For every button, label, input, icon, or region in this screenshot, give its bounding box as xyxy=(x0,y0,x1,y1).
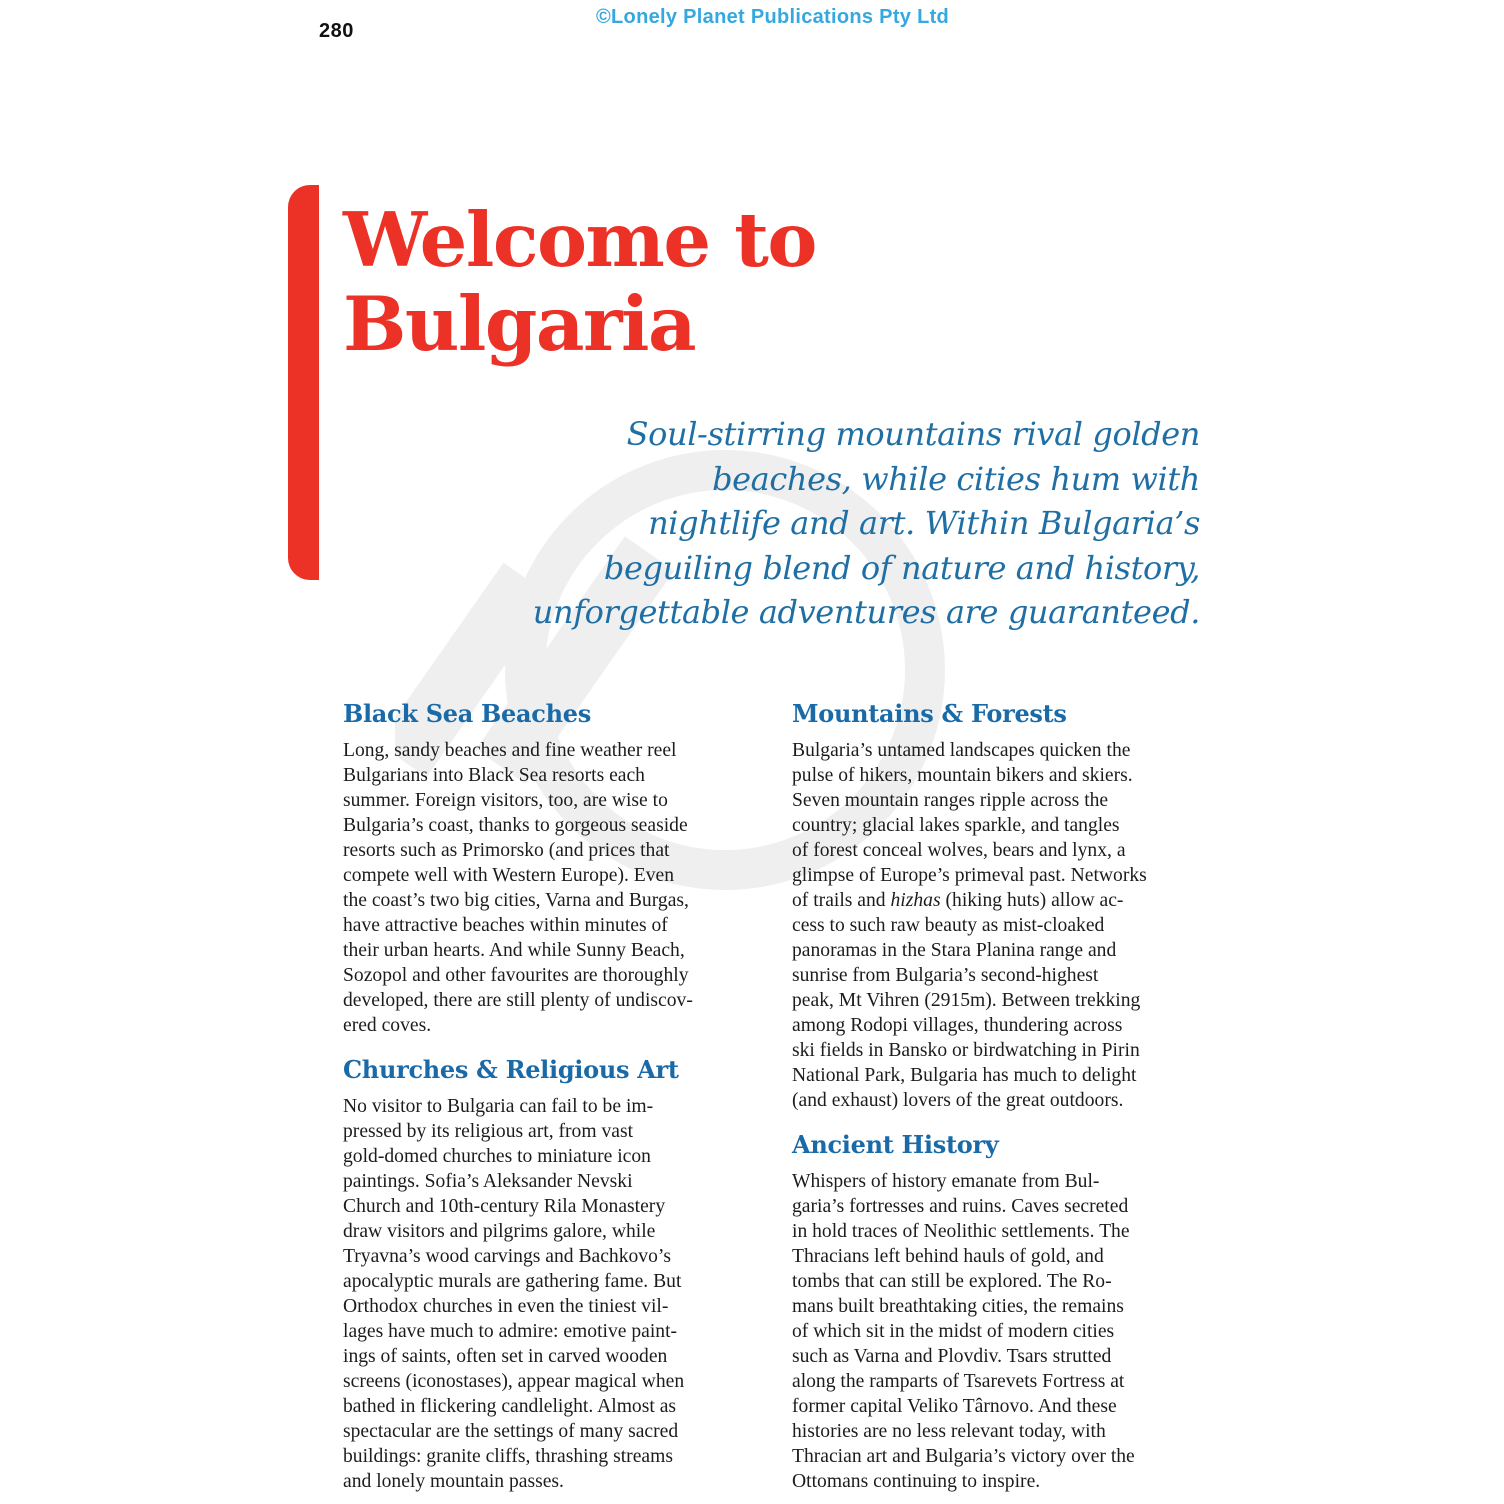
body-line: screens (iconostases), appear magical when xyxy=(343,1371,685,1392)
body-line: country; glacial lakes sparkle, and tangles xyxy=(792,815,1120,836)
body-line: sunrise from Bulgaria’s second-highest xyxy=(792,965,1099,986)
body-line: of forest conceal wolves, bears and lynx, a xyxy=(792,840,1126,861)
body-line: pulse of hikers, mountain bikers and skiers. xyxy=(792,765,1133,786)
body-line: paintings. Sofia’s Aleksander Nevski xyxy=(343,1171,633,1192)
body-line: Sozopol and other favourites are thoroughly xyxy=(343,965,689,986)
body-line: Thracians left behind hauls of gold, and xyxy=(792,1246,1104,1267)
body-line: cess to such raw beauty as mist-cloaked xyxy=(792,915,1105,936)
accent-bar xyxy=(288,185,319,580)
body-line: former capital Veliko Târnovo. And these xyxy=(792,1396,1117,1417)
section-body xyxy=(792,738,1207,1113)
body-line: developed, there are still plenty of undiscov- xyxy=(343,990,693,1011)
body-line: buildings: granite cliffs, thrashing streams xyxy=(343,1446,673,1467)
body-line: draw visitors and pilgrims galore, while xyxy=(343,1221,656,1242)
body-line: histories are no less relevant today, with xyxy=(792,1421,1106,1442)
body-line: pressed by its religious art, from vast xyxy=(343,1121,634,1142)
body-line: among Rodopi villages, thundering across xyxy=(792,1015,1123,1036)
section-heading: Black Sea Beaches xyxy=(343,699,591,728)
left-column xyxy=(343,697,758,1494)
section-churches-religious-art xyxy=(343,1053,758,1494)
body-line: lages have much to admire: emotive paint- xyxy=(343,1321,678,1342)
intro-line: beaches, while cities hum with xyxy=(712,459,1200,498)
body-line: glimpse of Europe’s primeval past. Networks xyxy=(792,865,1147,886)
section-body xyxy=(792,1169,1207,1494)
body-line: of which sit in the midst of modern cities xyxy=(792,1321,1115,1342)
intro-line: nightlife and art. Within Bulgaria’s xyxy=(648,504,1200,543)
body-line: resorts such as Primorsko (and prices that xyxy=(343,840,670,861)
body-line: their urban hearts. And while Sunny Beach, xyxy=(343,940,685,961)
page-title xyxy=(343,198,816,366)
body-line: ski fields in Bansko or birdwatching in Pirin xyxy=(792,1040,1140,1061)
body-line: and lonely mountain passes. xyxy=(343,1471,564,1492)
section-heading: Churches & Religious Art xyxy=(343,1055,679,1084)
section-mountains-forests xyxy=(792,697,1207,1113)
body-line: such as Varna and Plovdiv. Tsars strutted xyxy=(792,1346,1112,1367)
body-line: gold-domed churches to miniature icon xyxy=(343,1146,651,1167)
body-line: Orthodox churches in even the tiniest vil- xyxy=(343,1296,669,1317)
body-line: Thracian art and Bulgaria’s victory over the xyxy=(792,1446,1135,1467)
body-text-fragment: of trails and xyxy=(792,890,891,911)
title-line-1: Welcome to xyxy=(343,196,816,284)
intro-line: Soul-stirring mountains rival golden xyxy=(626,415,1200,453)
italic-term: hizhas xyxy=(890,890,941,911)
body-line: have attractive beaches within minutes of xyxy=(343,915,668,936)
body-line: Church and 10th-century Rila Monastery xyxy=(343,1196,666,1217)
body-line: in hold traces of Neolithic settlements. The xyxy=(792,1221,1130,1242)
body-line: Bulgarians into Black Sea resorts each xyxy=(343,765,645,786)
body-line: No visitor to Bulgaria can fail to be im- xyxy=(343,1096,654,1117)
body-line: National Park, Bulgaria has much to delight xyxy=(792,1065,1137,1086)
body-line: apocalyptic murals are gathering fame. But xyxy=(343,1271,682,1292)
body-line: Tryavna’s wood carvings and Bachkovo’s xyxy=(343,1246,671,1267)
body-line: Bulgaria’s untamed landscapes quicken the xyxy=(792,740,1131,761)
body-line: panoramas in the Stara Planina range and xyxy=(792,940,1117,961)
body-line: Seven mountain ranges ripple across the xyxy=(792,790,1109,811)
right-column xyxy=(792,697,1207,1494)
body-line-mixed xyxy=(792,888,1207,913)
body-line: summer. Foreign visitors, too, are wise to xyxy=(343,790,668,811)
copyright-notice: ©Lonely Planet Publications Pty Ltd xyxy=(596,6,950,28)
body-line: Whispers of history emanate from Bul- xyxy=(792,1171,1100,1192)
intro-paragraph xyxy=(520,412,1200,635)
body-line: along the ramparts of Tsarevets Fortress at xyxy=(792,1371,1125,1392)
section-heading: Mountains & Forests xyxy=(792,699,1067,728)
body-line: spectacular are the settings of many sacred xyxy=(343,1421,679,1442)
body-line: Bulgaria’s coast, thanks to gorgeous seaside xyxy=(343,815,688,836)
intro-line: unforgettable adventures are guaranteed. xyxy=(532,593,1200,632)
body-line: Long, sandy beaches and fine weather reel xyxy=(343,740,677,761)
title-line-2: Bulgaria xyxy=(343,280,696,368)
section-heading: Ancient History xyxy=(792,1130,999,1159)
section-black-sea-beaches xyxy=(343,697,758,1038)
page-number: 280 xyxy=(319,20,354,42)
body-line: ered coves. xyxy=(343,1015,432,1036)
body-text-fragment: (hiking huts) allow ac- xyxy=(940,890,1124,911)
body-line: peak, Mt Vihren (2915m). Between trekking xyxy=(792,990,1141,1011)
body-line: bathed in flickering candlelight. Almost as xyxy=(343,1396,677,1417)
section-body xyxy=(343,1094,758,1494)
section-ancient-history xyxy=(792,1128,1207,1494)
body-line: mans built breathtaking cities, the remains xyxy=(792,1296,1124,1317)
body-line: garia’s fortresses and ruins. Caves secreted xyxy=(792,1196,1129,1217)
intro-line: beguiling blend of nature and history, xyxy=(603,548,1200,587)
body-line: Ottomans continuing to inspire. xyxy=(792,1471,1041,1492)
body-line: (and exhaust) lovers of the great outdoors. xyxy=(792,1090,1124,1111)
body-line: compete well with Western Europe). Even xyxy=(343,865,675,886)
body-line: ings of saints, often set in carved wooden xyxy=(343,1346,668,1367)
section-body xyxy=(343,738,758,1038)
body-line: tombs that can still be explored. The Ro- xyxy=(792,1271,1112,1292)
body-line: the coast’s two big cities, Varna and Burgas, xyxy=(343,890,689,911)
